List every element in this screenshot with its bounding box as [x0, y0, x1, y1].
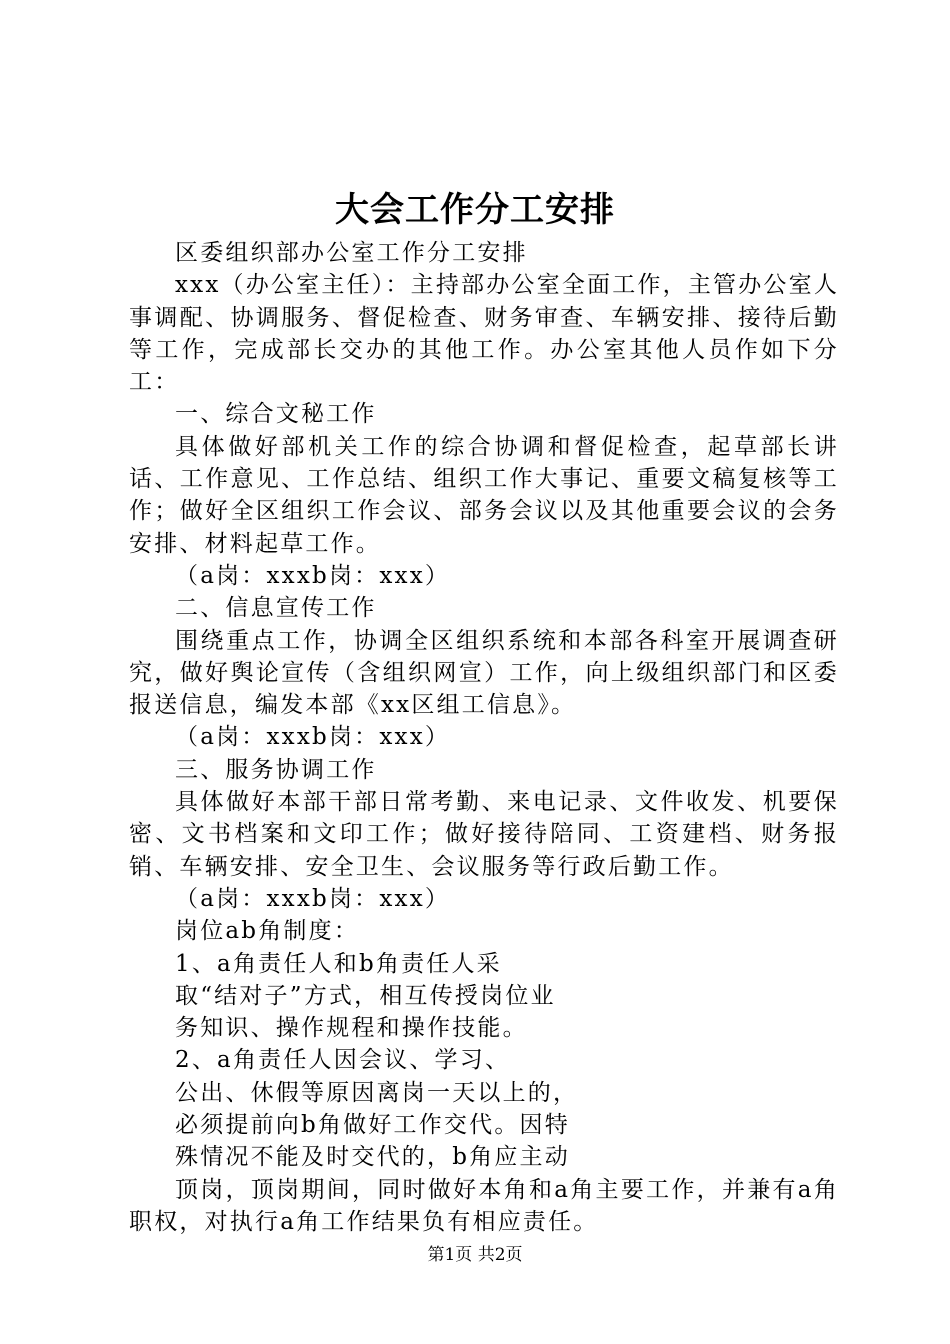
page-footer: 第1页 共2页: [427, 1245, 523, 1265]
paragraph: 围绕重点工作，协调全区组织系统和本部各科室开展调查研究，做好舆论宣传（含组织网宣）工作，向上级组织部门和区委报送信息，编发本部《xx区组工信息》。: [129, 627, 839, 719]
paragraph-line: 务知识、操作规程和操作技能。: [175, 1015, 528, 1042]
section-heading: 二、信息宣传工作: [175, 595, 377, 622]
paragraph-line: 取“结对子”方式，相互传授岗位业: [175, 982, 556, 1009]
paragraph-line: 1、a角责任人和b角责任人采: [175, 950, 502, 977]
post-assignment: （a岗：xxxb岗：xxx）: [175, 885, 451, 912]
document-body: [129, 237, 839, 1238]
paragraph: 具体做好本部干部日常考勤、来电记录、文件收发、机要保密、文书档案和文印工作；做好接待陪同、工资建档、财务报销、车辆安排、安全卫生、会议服务等行政后勤工作。: [129, 789, 839, 880]
section-heading: 一、综合文秘工作: [175, 401, 377, 428]
section-heading: 三、服务协调工作: [175, 756, 377, 783]
document-title: 大会工作分工安排: [335, 190, 615, 230]
section-heading: 岗位ab角制度：: [175, 918, 360, 945]
paragraph-line: 殊情况不能及时交代的，b角应主动: [175, 1144, 570, 1171]
paragraph: 顶岗，顶岗期间，同时做好本角和a角主要工作，并兼有a角职权，对执行a角工作结果负有相应责任。: [129, 1176, 839, 1235]
paragraph: 具体做好部机关工作的综合协调和督促检查，起草部长讲话、工作意见、工作总结、组织工作大事记、重要文稿复核等工作；做好全区组织工作会议、部务会议以及其他重要会议的会务安排、材料起草工作。: [129, 433, 839, 557]
paragraph: 区委组织部办公室工作分工安排: [175, 240, 528, 266]
paragraph-line: 2、a角责任人因会议、学习、: [175, 1047, 511, 1074]
paragraph-line: 必须提前向b角做好工作交代。因特: [175, 1112, 570, 1139]
post-assignment: （a岗：xxxb岗：xxx）: [175, 724, 451, 751]
post-assignment: （a岗：xxxb岗：xxx）: [175, 562, 451, 589]
paragraph-line: 公出、休假等原因离岗一天以上的，: [175, 1079, 579, 1106]
paragraph: xxx（办公室主任）：主持部办公室全面工作，主管办公室人事调配、协调服务、督促检查、财务审查、车辆安排、接待后勤等工作，完成部长交办的其他工作。办公室其他人员作如下分工：: [129, 272, 840, 396]
